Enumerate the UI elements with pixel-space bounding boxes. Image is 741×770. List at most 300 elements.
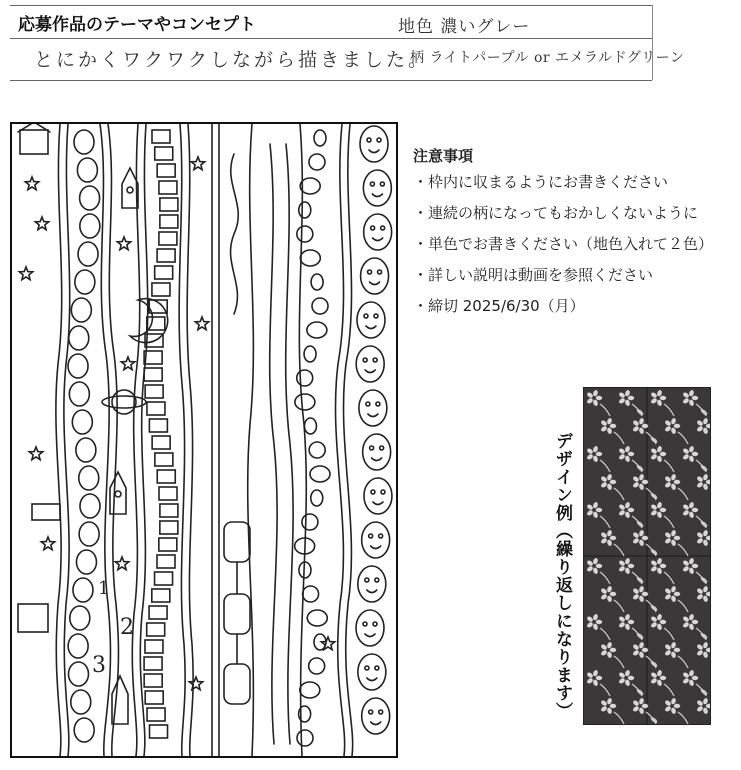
flower-petal [606, 641, 612, 648]
flower-petal [592, 511, 598, 518]
flower-petal [606, 417, 612, 424]
flower-petal [638, 707, 644, 714]
flower-stem [678, 712, 688, 724]
flower-motif [600, 585, 624, 612]
blob-doodle [312, 298, 328, 314]
flower-petal [706, 704, 710, 708]
square-doodle [159, 538, 177, 551]
face-eye [377, 138, 381, 142]
flower-petal [656, 501, 662, 508]
flower-petal [592, 623, 598, 630]
flower-motif [586, 613, 610, 640]
flower-petal [660, 396, 666, 400]
train-doodle [224, 522, 250, 704]
flower-stem [614, 712, 624, 724]
flower-center [638, 480, 642, 484]
flower-petal [656, 389, 662, 396]
star-doodle [189, 677, 202, 690]
flower-petal [628, 508, 634, 512]
face-eye [373, 622, 377, 626]
divider-line-8 [187, 124, 193, 756]
flower-petal [688, 455, 694, 462]
square-doodle [150, 725, 168, 738]
flower-motif [682, 501, 708, 528]
flower-petal [692, 396, 698, 400]
flower-petal [702, 483, 708, 490]
flower-petal [596, 564, 602, 568]
blob-doodle [311, 274, 323, 290]
flower-motif [632, 585, 658, 612]
flower-petal [606, 707, 612, 714]
flower-petal [692, 452, 698, 456]
star-doodle [121, 357, 134, 370]
flower-petal [592, 455, 598, 462]
flower-motif [618, 445, 644, 472]
square-doodle [160, 198, 178, 211]
face-mouth [365, 370, 375, 373]
flower-motif [586, 445, 610, 472]
circle-doodle [80, 186, 100, 210]
face-eye [381, 226, 385, 230]
flower-petal [624, 445, 630, 452]
flower-petal [706, 648, 710, 652]
flower-center [670, 704, 674, 708]
face-doodle [363, 170, 391, 206]
flower-petal [606, 427, 612, 434]
flower-petal [670, 697, 676, 704]
blob-column [295, 130, 330, 746]
square-doodle [159, 487, 177, 500]
flower-petal [638, 539, 644, 546]
flower-stem [664, 516, 674, 528]
square-doodle [157, 164, 175, 177]
design-sample-image [583, 387, 711, 725]
flower-motif [600, 641, 624, 668]
flower-center [606, 536, 610, 540]
flower-center [624, 676, 628, 680]
flower-petal [624, 399, 630, 406]
flower-motif [650, 445, 674, 472]
flower-petal [656, 399, 662, 406]
flower-petal [642, 480, 648, 484]
face-eye [363, 622, 367, 626]
blob-doodle [304, 346, 316, 362]
circle-doodle [77, 158, 97, 182]
flower-petal [610, 536, 616, 540]
blob-doodle [307, 322, 327, 338]
flower-motif [650, 613, 674, 640]
flower-petal [638, 595, 644, 602]
square-doodle [149, 606, 167, 619]
flower-petal [688, 557, 694, 564]
flower-petal [624, 669, 630, 676]
flower-petal [628, 620, 634, 624]
flower-petal [670, 539, 676, 546]
flower-motif [664, 529, 688, 556]
flower-stem [614, 544, 624, 556]
flower-motif [664, 585, 688, 612]
flower-petal [688, 501, 694, 508]
circle-doodle [78, 242, 98, 266]
square-doodle [160, 521, 178, 534]
blob-doodle [310, 466, 330, 482]
face-eye [375, 666, 379, 670]
flower-petal [656, 679, 662, 686]
face-eye [367, 138, 371, 142]
flower-petal [638, 651, 644, 658]
flower-petal [638, 697, 644, 704]
flower-petal [656, 511, 662, 518]
divider-line-1 [56, 124, 62, 756]
face-eye [363, 358, 367, 362]
square-doodle [147, 708, 165, 721]
face-eye [370, 182, 374, 186]
flower-petal [628, 396, 634, 400]
flower-petal [610, 704, 616, 708]
face-doodle [358, 566, 386, 602]
blob-doodle [303, 586, 319, 602]
square-doodle [144, 674, 162, 687]
flower-petal [592, 501, 598, 508]
face-doodle [360, 126, 388, 162]
flower-motif [696, 697, 710, 724]
blob-doodle [314, 130, 326, 146]
flower-petal [702, 651, 708, 658]
flower-petal [624, 511, 630, 518]
flower-center [592, 620, 596, 624]
blob-doodle [304, 418, 316, 434]
top-rule [10, 5, 652, 6]
flower-stem [664, 684, 674, 696]
flower-petal [674, 536, 680, 540]
circle-doodle [70, 606, 90, 630]
note-item: ・締切 2025/6/30（月） [413, 297, 585, 315]
background-color-note: 地色 濃いグレー [398, 17, 531, 37]
circle-column [68, 130, 100, 742]
square-doodle [147, 402, 165, 415]
face-mouth [365, 634, 375, 637]
flower-petal [702, 707, 708, 714]
flower-petal [596, 676, 602, 680]
design-drawing-frame [10, 122, 398, 758]
face-mouth [372, 194, 382, 197]
face-doodle [359, 390, 387, 426]
face-doodle [356, 610, 384, 646]
divider-line-5 [132, 124, 139, 756]
flower-stem [614, 432, 624, 444]
circle-doodle [68, 634, 88, 658]
flower-petal [692, 620, 698, 624]
flower-center [592, 396, 596, 400]
divider-line-10 [299, 124, 306, 756]
doodle-number-1: 1 [98, 578, 110, 599]
flower-petal [624, 623, 630, 630]
flower-petal [670, 529, 676, 536]
flower-stem [678, 488, 688, 500]
flower-stem [600, 516, 610, 528]
face-eye [365, 666, 369, 670]
flower-petal [592, 445, 598, 452]
blob-doodle [300, 178, 320, 194]
flower-center [688, 620, 692, 624]
flower-motif [600, 529, 624, 556]
square-doodle [155, 572, 173, 585]
flower-center [702, 704, 706, 708]
face-doodle [362, 698, 390, 734]
circle-doodle [80, 214, 100, 238]
square-doodle [147, 623, 165, 636]
flower-motif [682, 557, 708, 584]
flower-petal [624, 567, 630, 574]
square-doodle [160, 504, 178, 517]
flower-petal [638, 473, 644, 480]
flower-center [656, 452, 660, 456]
flower-petal [628, 676, 634, 680]
divider-line-9 [248, 124, 254, 756]
theme-text: とにかくワクワクしながら描きました。 [34, 49, 431, 71]
face-eye [375, 578, 379, 582]
flower-center [702, 424, 706, 428]
square-doodle [155, 147, 173, 160]
star-doodle [191, 157, 204, 170]
flower-motif [664, 697, 688, 724]
flower-stem [678, 656, 688, 668]
middle-rule [10, 38, 652, 39]
flower-petal [656, 623, 662, 630]
face-eye [373, 358, 377, 362]
flower-center [670, 648, 674, 652]
face-doodle [356, 346, 384, 382]
rocket-doodle-1 [122, 168, 138, 208]
flower-petal [606, 483, 612, 490]
flower-center [638, 536, 642, 540]
flower-center [606, 648, 610, 652]
face-mouth [370, 282, 380, 285]
flower-center [656, 676, 660, 680]
circle-doodle [74, 718, 94, 742]
star-doodle [115, 557, 128, 570]
flower-center [638, 592, 642, 596]
flower-stem [664, 404, 674, 416]
flower-petal [592, 389, 598, 396]
flower-petal [688, 669, 694, 676]
house-doodle [20, 130, 48, 154]
circle-doodle [71, 298, 91, 322]
flower-stem [614, 488, 624, 500]
flower-motif [696, 641, 710, 668]
flower-petal [702, 473, 708, 480]
flower-petal [660, 564, 666, 568]
flower-motif [586, 557, 610, 584]
flower-petal [702, 417, 708, 424]
flower-petal [670, 473, 676, 480]
circle-doodle [76, 550, 96, 574]
face-mouth [372, 458, 382, 461]
flower-petal [656, 567, 662, 574]
flower-motif [650, 389, 674, 416]
square-doodle [159, 232, 177, 245]
circle-doodle [68, 662, 88, 686]
flower-petal [702, 427, 708, 434]
flower-stem [678, 544, 688, 556]
flower-motif [632, 641, 658, 668]
doodle-artwork [12, 124, 396, 756]
circle-doodle [68, 354, 88, 378]
blob-doodle [299, 202, 311, 218]
flower-petal [706, 480, 710, 484]
river-doodle-2 [286, 144, 293, 744]
square-doodle [155, 453, 173, 466]
flower-petal [610, 648, 616, 652]
flower-motif [650, 557, 674, 584]
flower-center [624, 396, 628, 400]
flower-petal [610, 424, 616, 428]
flower-petal [674, 648, 680, 652]
flower-petal [656, 455, 662, 462]
face-eye [380, 446, 384, 450]
flower-petal [702, 529, 708, 536]
header-divider [652, 5, 653, 80]
blob-doodle [297, 730, 313, 746]
flower-motif [586, 669, 610, 696]
flower-petal [674, 424, 680, 428]
river-doodle [270, 144, 277, 744]
note-item: ・詳しい説明は動画を参照ください [413, 266, 654, 284]
doodle-number-3: 3 [92, 653, 106, 678]
square-doodle [144, 657, 162, 670]
flower-motif [696, 417, 710, 444]
face-eye [369, 710, 373, 714]
star-doodle [35, 217, 48, 230]
face-column [356, 126, 392, 734]
flower-stem [600, 404, 610, 416]
face-eye [380, 182, 384, 186]
flower-petal [688, 389, 694, 396]
flower-center [624, 564, 628, 568]
face-mouth [368, 414, 378, 417]
flower-center [638, 648, 642, 652]
face-eye [364, 314, 368, 318]
blob-doodle [295, 394, 315, 410]
face-eye [369, 534, 373, 538]
flower-petal [592, 613, 598, 620]
flower-stem [678, 600, 688, 612]
flower-center [592, 508, 596, 512]
pattern-color-note: 柄 ライトパープル or エメラルドグリーン [410, 50, 685, 66]
flower-motif [618, 557, 644, 584]
flower-center [624, 620, 628, 624]
floral-pattern [584, 388, 710, 724]
flower-petal [688, 511, 694, 518]
face-eye [368, 270, 372, 274]
flower-motif [664, 473, 688, 500]
flower-petal [656, 445, 662, 452]
flower-petal [670, 641, 676, 648]
face-mouth [366, 326, 376, 329]
circle-doodle [69, 326, 89, 350]
flower-petal [638, 585, 644, 592]
face-eye [370, 446, 374, 450]
star-doodle [41, 537, 54, 550]
flower-petal [606, 529, 612, 536]
face-doodle [363, 434, 391, 470]
flower-petal [642, 536, 648, 540]
face-mouth [367, 678, 377, 681]
circle-doodle [73, 578, 93, 602]
divider-line-2 [64, 124, 70, 756]
flower-petal [606, 651, 612, 658]
flower-petal [688, 445, 694, 452]
flower-petal [660, 508, 666, 512]
flower-motif [618, 613, 644, 640]
flower-center [606, 480, 610, 484]
face-doodle [361, 258, 389, 294]
flower-petal [638, 427, 644, 434]
flower-petal [624, 389, 630, 396]
flower-petal [688, 679, 694, 686]
flower-center [656, 508, 660, 512]
face-doodle [364, 214, 392, 250]
flower-petal [656, 669, 662, 676]
flower-petal [692, 564, 698, 568]
square-doodle [152, 130, 170, 143]
square-ladder [144, 130, 178, 738]
flower-center [656, 620, 660, 624]
blob-doodle [297, 226, 313, 242]
notes-title: 注意事項 [413, 147, 474, 165]
star-doodle [117, 237, 130, 250]
blob-doodle [309, 154, 325, 170]
face-mouth [371, 722, 381, 725]
square-doodle [152, 283, 170, 296]
face-mouth [373, 502, 383, 505]
flower-petal [670, 483, 676, 490]
blob-doodle [309, 442, 325, 458]
flower-petal [692, 676, 698, 680]
flower-motif [664, 641, 688, 668]
flower-petal [592, 399, 598, 406]
square-doodle [155, 266, 173, 279]
flower-petal [706, 424, 710, 428]
circle-doodle [74, 130, 94, 154]
flower-center [670, 480, 674, 484]
flower-center [670, 592, 674, 596]
flower-motif [650, 501, 674, 528]
flower-petal [688, 613, 694, 620]
face-eye [379, 710, 383, 714]
square-doodle [157, 249, 175, 262]
flower-petal [674, 592, 680, 596]
design-example-label: デザイン例（繰り返しになります） [552, 432, 572, 720]
square-doodle [160, 215, 178, 228]
square-doodle [145, 385, 163, 398]
flower-petal [688, 399, 694, 406]
flower-petal [596, 452, 602, 456]
circle-doodle [69, 382, 89, 406]
flower-petal [674, 480, 680, 484]
flower-motif [664, 417, 688, 444]
circle-doodle [79, 466, 99, 490]
flower-motif [632, 529, 658, 556]
flower-petal [638, 417, 644, 424]
flower-petal [706, 536, 710, 540]
flower-center [638, 704, 642, 708]
flower-motif [618, 501, 644, 528]
flower-petal [674, 704, 680, 708]
flower-petal [624, 455, 630, 462]
flower-petal [688, 567, 694, 574]
flower-motif [682, 445, 708, 472]
